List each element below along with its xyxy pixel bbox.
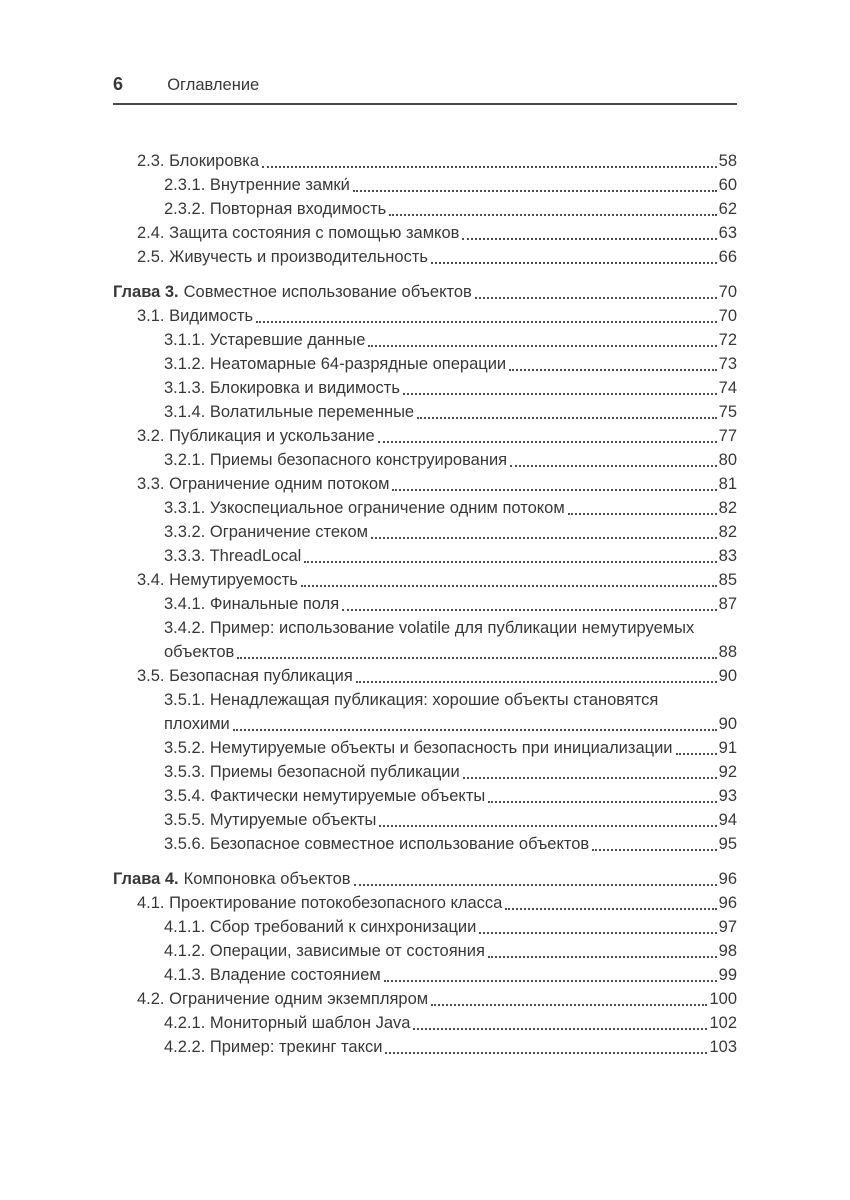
dot-leader (505, 908, 716, 910)
toc-entry-line (137, 221, 737, 245)
toc-entry-line (164, 832, 737, 856)
dot-leader (488, 956, 717, 958)
toc-entry (113, 592, 737, 616)
toc-entry-line (164, 352, 737, 376)
toc-entry-text: 3.1.4. Волатильные переменные (164, 403, 415, 421)
toc-entry (113, 664, 737, 688)
toc-entry-page-number: 93 (718, 787, 737, 805)
toc-entry-text: 3.4.1. Финальные поля (164, 595, 340, 613)
toc-entry (113, 832, 737, 856)
dot-leader (304, 561, 716, 563)
toc-entry-line (164, 939, 737, 963)
toc-entry (113, 987, 737, 1011)
toc-entry-line (164, 592, 737, 616)
toc-entry-line (137, 149, 737, 173)
toc-entry-text: 4.1.2. Операции, зависимые от состояния (164, 942, 485, 960)
toc-entry (113, 520, 737, 544)
dot-leader (592, 849, 716, 851)
toc-entry-line (164, 915, 737, 939)
toc-entry-text: 3.5.6. Безопасное совместное использование объектов (164, 835, 590, 853)
toc-entry (113, 544, 737, 568)
toc-entry-text: 2.3.1. Внутренние замки́ (164, 176, 350, 194)
toc-entry-line (113, 280, 737, 304)
dot-leader (510, 465, 717, 467)
dot-leader (417, 417, 717, 419)
toc-entry-line (164, 376, 737, 400)
toc-entry-line (164, 736, 737, 760)
toc-entry-page-number: 62 (718, 200, 737, 218)
toc-entry-text: 3.4.2. Пример: использование volatile для публикации немутируемых (164, 619, 695, 637)
toc-entry-page-number: 82 (718, 499, 737, 517)
toc-entry-page-number: 95 (718, 835, 737, 853)
toc-entry (113, 328, 737, 352)
toc-entry-text: 2.5. Живучесть и производительность (137, 248, 428, 266)
header-rule (113, 103, 737, 105)
toc-entry (113, 784, 737, 808)
toc-entry-page-number: 72 (718, 331, 737, 349)
toc-entry-page-number: 99 (718, 966, 737, 984)
toc-entry-page-number: 100 (709, 990, 737, 1008)
dot-leader (676, 753, 717, 755)
toc-entry-text: 3.5.3. Приемы безопасной публикации (164, 763, 460, 781)
toc-chapter-entry (113, 867, 737, 891)
toc-entry-line (164, 173, 737, 197)
toc-entry-line (164, 1011, 737, 1035)
dot-leader (371, 537, 717, 539)
toc-entry-text: 3.5.2. Немутируемые объекты и безопасность при инициализации (164, 739, 673, 757)
dot-leader (431, 262, 717, 264)
toc-entry-page-number: 87 (718, 595, 737, 613)
toc-entry-page-number: 60 (718, 176, 737, 194)
toc-entry-page-number: 90 (718, 667, 737, 685)
running-header (113, 0, 737, 95)
toc-entry-line (137, 245, 737, 269)
toc-entry (113, 424, 737, 448)
toc-entry (113, 939, 737, 963)
toc-entry-line (164, 496, 737, 520)
toc-entry-page-number: 90 (718, 715, 737, 733)
toc-entry-page-number: 74 (718, 379, 737, 397)
dot-leader (488, 801, 716, 803)
toc-entry-text: 4.1. Проектирование потокобезопасного класса (137, 894, 503, 912)
toc-entry-text: 2.3.2. Повторная входимость (164, 200, 387, 218)
toc-entry-text: 3.1.3. Блокировка и видимость (164, 379, 400, 397)
toc-entry-page-number: 77 (718, 427, 737, 445)
toc-entry-line (164, 448, 737, 472)
toc-entry-line (137, 987, 737, 1011)
toc-entry-text: 3.5.1. Ненадлежащая публикация: хорошие объекты становятся (164, 691, 659, 709)
toc-entry-text: Компоновка объектов (183, 870, 351, 888)
toc-entry (113, 891, 737, 915)
dot-leader (301, 585, 717, 587)
toc-entry-page-number: 96 (718, 870, 737, 888)
toc-entry-line (164, 197, 737, 221)
toc-entry (113, 616, 737, 664)
toc-entry-text: 3.3. Ограничение одним потоком (137, 475, 390, 493)
page-number: 6 (113, 74, 124, 94)
toc-entry (113, 688, 737, 736)
toc-entry (113, 149, 737, 173)
toc-entry-line (137, 891, 737, 915)
toc-chapter-prefix: Глава 3. (113, 283, 179, 301)
toc-entry (113, 173, 737, 197)
toc-entry-text: Совместное использование объектов (183, 283, 472, 301)
toc-entry-line (137, 568, 737, 592)
toc-entry-page-number: 85 (718, 571, 737, 589)
toc-entry-page-number: 58 (718, 152, 737, 170)
toc-entry-line (137, 664, 737, 688)
toc-entry-page-number: 70 (718, 307, 737, 325)
dot-leader (384, 980, 717, 982)
toc-entry (113, 963, 737, 987)
toc-entry-page-number: 73 (718, 355, 737, 373)
toc-entry-page-number: 83 (718, 547, 737, 565)
toc-entry-line (164, 328, 737, 352)
toc-entry-text: 3.2.1. Приемы безопасного конструирования (164, 451, 508, 469)
dot-leader (385, 1052, 707, 1054)
toc-entry-line (164, 963, 737, 987)
toc-entry (113, 760, 737, 784)
toc-entry-text: 3.1.2. Неатомарные 64-разрядные операции (164, 355, 507, 373)
toc-entry (113, 736, 737, 760)
toc-entry-line (164, 784, 737, 808)
page-title: Оглавление (167, 76, 260, 94)
dot-leader (353, 190, 717, 192)
toc-list (113, 149, 737, 1059)
toc-entry-line (113, 867, 737, 891)
toc-entry-line (137, 304, 737, 328)
toc-entry-page-number: 94 (718, 811, 737, 829)
dot-leader (568, 513, 717, 515)
toc-entry-text: 3.5.4. Фактически немутируемые объекты (164, 787, 486, 805)
toc-entry-line (164, 760, 737, 784)
toc-entry-line (164, 640, 737, 664)
toc-entry-page-number: 102 (709, 1014, 737, 1032)
toc-entry-text: 4.2.1. Мониторный шаблон Java (164, 1014, 411, 1032)
toc-entry-line (137, 424, 737, 448)
dot-leader (462, 238, 716, 240)
dot-leader (463, 777, 717, 779)
toc-chapter-prefix: Глава 4. (113, 870, 179, 888)
toc-entry (113, 1035, 737, 1059)
dot-leader (356, 681, 717, 683)
toc-entry-text: 4.1.1. Сбор требований к синхронизации (164, 918, 477, 936)
toc-entry-page-number: 63 (718, 224, 737, 242)
toc-chapter-entry (113, 280, 737, 304)
toc-entry-page-number: 98 (718, 942, 737, 960)
dot-leader (237, 657, 716, 659)
toc-entry (113, 1011, 737, 1035)
toc-entry-text: 3.4. Немутируемость (137, 571, 298, 589)
dot-leader (431, 1004, 707, 1006)
toc-entry-page-number: 66 (718, 248, 737, 266)
dot-leader (475, 297, 717, 299)
toc-entry-page-number: 75 (718, 403, 737, 421)
toc-entry-page-number: 96 (718, 894, 737, 912)
dot-leader (378, 441, 717, 443)
toc-entry-text: 3.2. Публикация и ускользание (137, 427, 375, 445)
toc-entry (113, 221, 737, 245)
toc-entry-text: 4.1.3. Владение состоянием (164, 966, 381, 984)
toc-entry (113, 568, 737, 592)
toc-entry-text: 4.2. Ограничение одним экземпляром (137, 990, 429, 1008)
toc-entry-line (164, 520, 737, 544)
toc-entry-text: 3.1.1. Устаревшие данные (164, 331, 366, 349)
toc-entry-text: 3.3.3. ThreadLocal (164, 547, 302, 565)
toc-entry-line (164, 544, 737, 568)
toc-entry-text: объектов (164, 643, 235, 661)
dot-leader (392, 489, 716, 491)
toc-entry-page-number: 97 (718, 918, 737, 936)
toc-entry-text: 3.1. Видимость (137, 307, 254, 325)
toc-entry-line (164, 1035, 737, 1059)
dot-leader (509, 369, 716, 371)
toc-entry (113, 496, 737, 520)
toc-entry (113, 304, 737, 328)
toc-entry (113, 245, 737, 269)
toc-entry-text: 3.5. Безопасная публикация (137, 667, 353, 685)
dot-leader (256, 321, 717, 323)
dot-leader (403, 393, 717, 395)
dot-leader (479, 932, 716, 934)
toc-entry-page-number: 91 (718, 739, 737, 757)
toc-entry-text: 3.3.1. Узкоспециальное ограничение одним потоком (164, 499, 565, 517)
toc-entry (113, 472, 737, 496)
toc-entry-page-number: 88 (718, 643, 737, 661)
dot-leader (379, 825, 716, 827)
toc-entry-text: 3.3.2. Ограничение стеком (164, 523, 368, 541)
toc-entry (113, 915, 737, 939)
toc-entry-page-number: 103 (709, 1038, 737, 1056)
dot-leader (413, 1028, 707, 1030)
dot-leader (262, 166, 717, 168)
toc-entry-text: 4.2.2. Пример: трекинг такси (164, 1038, 383, 1056)
toc-entry-text: плохими (164, 715, 230, 733)
toc-entry (113, 376, 737, 400)
dot-leader (368, 345, 716, 347)
toc-entry-page-number: 92 (718, 763, 737, 781)
toc-entry (113, 448, 737, 472)
toc-entry (113, 808, 737, 832)
toc-entry-line (137, 472, 737, 496)
toc-entry-page-number: 80 (718, 451, 737, 469)
toc-entry-text: 2.3. Блокировка (137, 152, 260, 170)
toc-entry (113, 400, 737, 424)
toc-entry-line (164, 808, 737, 832)
toc-entry-line (164, 400, 737, 424)
toc-entry-page-number: 81 (718, 475, 737, 493)
toc-entry (113, 197, 737, 221)
dot-leader (354, 884, 717, 886)
toc-entry-page-number: 70 (718, 283, 737, 301)
toc-entry-page-number: 82 (718, 523, 737, 541)
dot-leader (342, 609, 716, 611)
dot-leader (233, 729, 717, 731)
dot-leader (389, 214, 716, 216)
toc-entry-text: 3.5.5. Мутируемые объекты (164, 811, 377, 829)
toc-entry (113, 352, 737, 376)
toc-entry-line (164, 712, 737, 736)
toc-entry-text: 2.4. Защита состояния с помощью замков (137, 224, 460, 242)
